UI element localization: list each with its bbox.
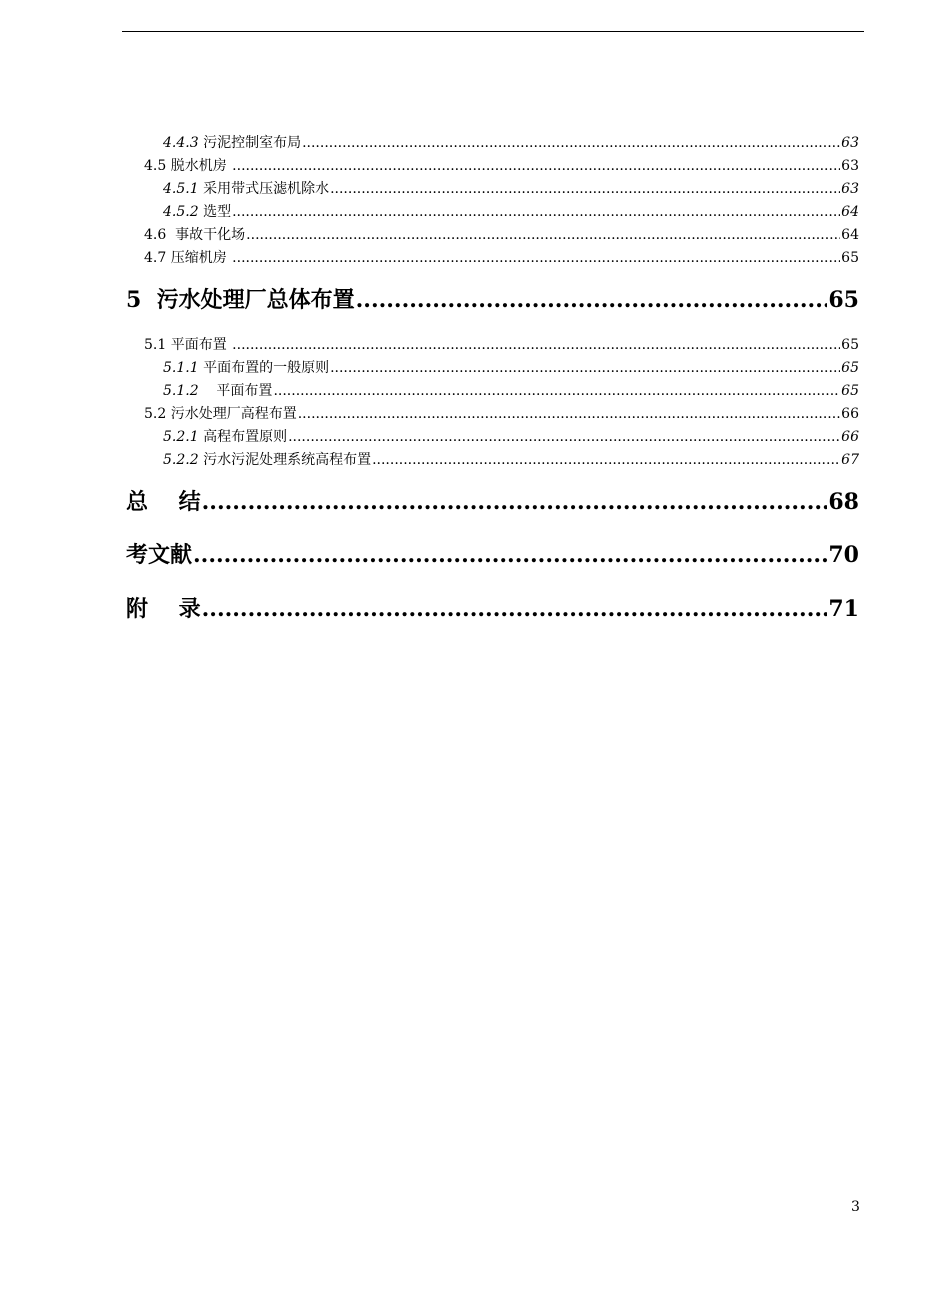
- toc-entry-title: 附 录: [126, 596, 201, 622]
- dot-leader: [372, 451, 840, 469]
- header-rule: [122, 31, 864, 32]
- toc-entry-page: 63: [841, 135, 859, 151]
- toc-entry-title: 污水污泥处理系统高程布置: [198, 452, 372, 468]
- toc-entry-page: 67: [841, 452, 859, 468]
- toc-entry-page: 63: [841, 181, 859, 197]
- toc-entry-title: 高程布置原则: [198, 429, 288, 445]
- dot-leader: [330, 359, 840, 377]
- toc-entry-4-4-3[interactable]: [163, 134, 859, 152]
- dot-leader: [298, 405, 840, 423]
- toc-references[interactable]: [126, 541, 859, 569]
- toc-entry-4-6[interactable]: [144, 226, 859, 244]
- toc-entry-5-1[interactable]: [144, 336, 859, 354]
- toc-entry-title: 污泥控制室布局: [198, 135, 302, 151]
- toc-entry-5-1-1[interactable]: [163, 359, 859, 377]
- toc-entry-number: 4.5.2: [163, 204, 199, 220]
- dot-leader: [232, 203, 840, 221]
- toc-entry-number: 5.2.2: [163, 452, 199, 468]
- dot-leader: [232, 249, 840, 267]
- toc-entry-title: 选型: [198, 204, 232, 220]
- toc-entry-4-5-2[interactable]: [163, 203, 859, 221]
- toc-entry-5-2-2[interactable]: [163, 451, 859, 469]
- toc-entry-number: 5.1.2: [163, 383, 199, 399]
- dot-leader: [232, 336, 840, 354]
- dot-leader: [302, 134, 840, 152]
- dot-leader: [202, 488, 828, 516]
- dot-leader: [273, 382, 840, 400]
- toc-entry-title: 污水处理厂总体布置: [141, 287, 355, 313]
- toc-entry-number: 4.5.1: [163, 181, 199, 197]
- toc-entry-number: 5.1.1: [163, 360, 199, 376]
- toc-entry-page: 64: [841, 227, 859, 243]
- toc-entry-page: 65: [841, 383, 859, 399]
- toc-entry-page: 66: [841, 406, 859, 422]
- toc-entry-title: 平面布置: [166, 337, 232, 353]
- page-number: 3: [851, 1199, 860, 1215]
- toc-entry-number: 4.4.3: [163, 135, 199, 151]
- toc-entry-title: 平面布置: [198, 383, 273, 399]
- toc-entry-title: 压缩机房: [166, 250, 232, 266]
- toc-entry-page: 65: [841, 250, 859, 266]
- toc-entry-5-2-1[interactable]: [163, 428, 859, 446]
- dot-leader: [356, 286, 828, 314]
- toc-appendix[interactable]: [126, 595, 859, 623]
- toc-entry-title: 脱水机房: [166, 158, 232, 174]
- dot-leader: [288, 428, 840, 446]
- dot-leader: [246, 226, 840, 244]
- toc-entry-number: 4.6: [144, 227, 167, 243]
- dot-leader: [330, 180, 840, 198]
- toc-entry-page: 63: [841, 158, 859, 174]
- toc-entry-title: 平面布置的一般原则: [198, 360, 330, 376]
- toc-entry-title: 考文献: [126, 542, 193, 568]
- toc-entry-number: 4.5: [144, 158, 167, 174]
- toc-entry-page: 71: [828, 596, 859, 622]
- toc-entry-page: 70: [828, 542, 859, 568]
- toc-entry-number: 4.7: [144, 250, 167, 266]
- toc-entry-number: 5.1: [144, 337, 167, 353]
- toc-entry-page: 65: [841, 337, 859, 353]
- toc-entry-4-5-1[interactable]: [163, 180, 859, 198]
- toc-entry-page: 65: [841, 360, 859, 376]
- toc-entry-5-1-2[interactable]: [163, 382, 859, 400]
- toc-entry-title: 采用带式压滤机除水: [198, 181, 330, 197]
- toc-entry-5-2[interactable]: [144, 405, 859, 423]
- toc-entry-page: 65: [828, 287, 859, 313]
- dot-leader: [193, 541, 827, 569]
- toc-entry-number: 5.2.1: [163, 429, 199, 445]
- toc-entry-4-7[interactable]: [144, 249, 859, 267]
- toc-entry-number: 5: [126, 287, 142, 313]
- toc-summary[interactable]: [126, 488, 859, 516]
- toc-entry-page: 64: [841, 204, 859, 220]
- toc-entry-page: 68: [828, 489, 859, 515]
- dot-leader: [232, 157, 840, 175]
- toc-entry-title: 事故干化场: [166, 227, 246, 243]
- toc-entry-title: 污水处理厂高程布置: [166, 406, 297, 422]
- toc-entry-page: 66: [841, 429, 859, 445]
- toc-chapter-5[interactable]: [126, 286, 859, 314]
- toc-entry-4-5[interactable]: [144, 157, 859, 175]
- toc-entry-number: 5.2: [144, 406, 167, 422]
- dot-leader: [202, 595, 828, 623]
- toc-entry-title: 总 结: [126, 489, 201, 515]
